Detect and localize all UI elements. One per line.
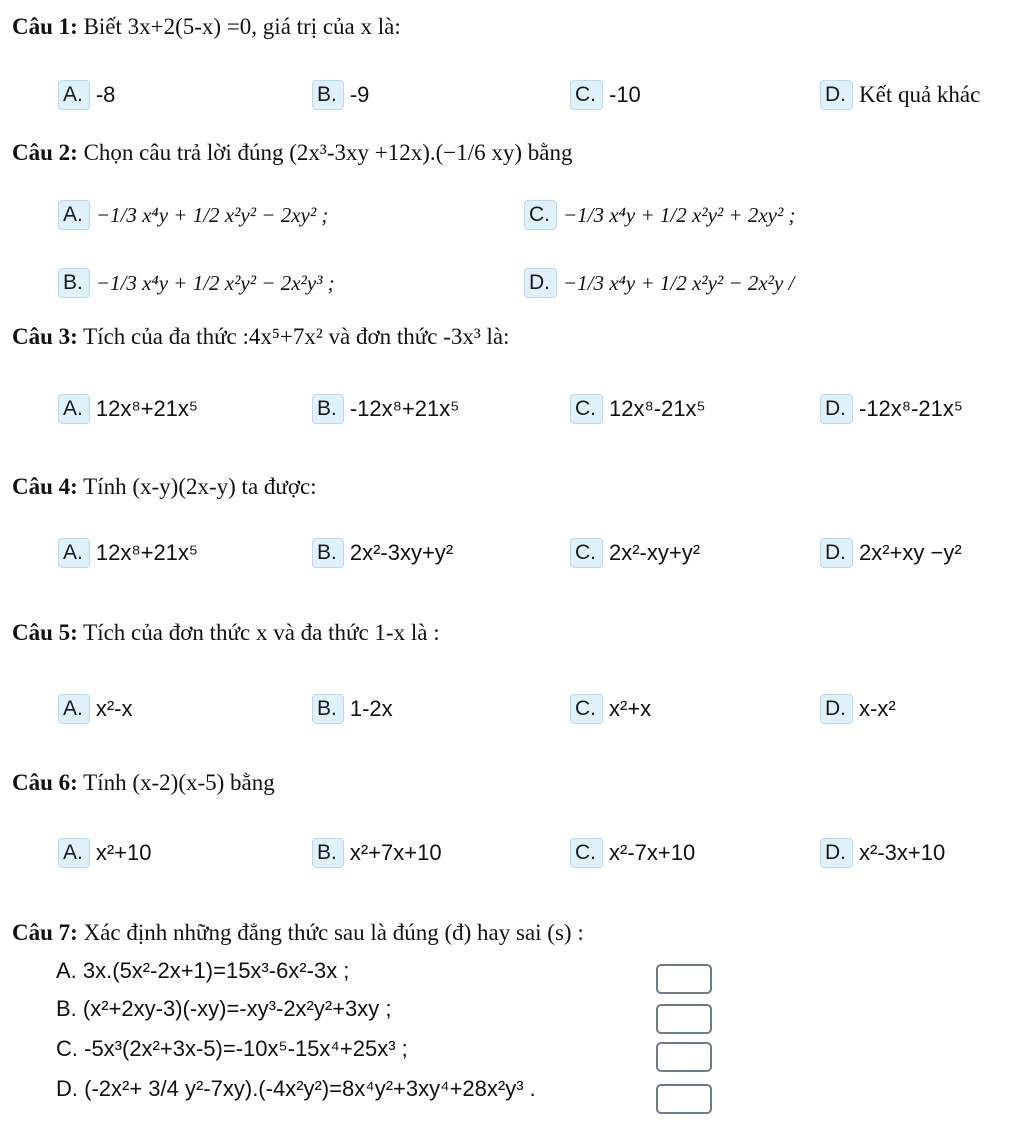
option-6a[interactable]: [58, 838, 152, 868]
option-6d[interactable]: [820, 838, 945, 868]
option-4d[interactable]: [820, 538, 962, 568]
option-value: 2x²-3xy+y²: [349, 540, 454, 565]
question-text: Tích của đơn thức x và đa thức 1-x là :: [83, 620, 440, 645]
option-value: x²-3x+10: [859, 840, 946, 865]
question-text: Biết 3x+2(5-x) =0, giá trị của x là:: [83, 14, 401, 39]
option-value: 1-2x: [349, 696, 393, 721]
question-text: Tính (x-2)(x-5) bằng: [83, 770, 275, 795]
option-value: -10: [609, 82, 641, 107]
option-letter: D.: [820, 80, 853, 110]
answer-box-c[interactable]: [656, 1042, 712, 1072]
option-2a[interactable]: [58, 200, 328, 230]
option-letter: B.: [312, 838, 344, 868]
option-letter: A.: [58, 200, 90, 230]
statement-b: B. (x²+2xy-3)(-xy)=-xy³-2x²y²+3xy ;: [56, 996, 392, 1021]
question-5: [12, 620, 440, 646]
option-letter: D.: [820, 394, 853, 424]
option-letter: D.: [524, 268, 557, 298]
option-letter: A.: [58, 694, 90, 724]
question-text: Xác định những đẳng thức sau là đúng (đ) hay sai (s) :: [83, 920, 584, 945]
option-1c[interactable]: [570, 80, 641, 110]
option-letter: B.: [312, 694, 344, 724]
option-letter: D.: [820, 838, 853, 868]
option-value: −1/3 x⁴y + 1/2 x²y² − 2x²y³ ;: [95, 270, 335, 295]
option-value: -12x⁸+21x⁵: [349, 396, 460, 421]
option-3a[interactable]: [58, 394, 198, 424]
question-label: Câu 3:: [12, 324, 78, 349]
option-letter: D.: [820, 538, 853, 568]
question-label: Câu 4:: [12, 474, 78, 499]
question-label: Câu 7:: [12, 920, 78, 945]
option-2d[interactable]: [524, 268, 794, 298]
option-5d[interactable]: [820, 694, 896, 724]
option-value: 12x⁸-21x⁵: [609, 396, 706, 421]
statement-d: D. (-2x²+ 3/4 y²-7xy).(-4x²y²)=8x⁴y²+3xy⁴+28x²y³ .: [56, 1076, 536, 1101]
option-value: x²-x: [95, 696, 133, 721]
question-7: [12, 920, 584, 946]
question-3: [12, 324, 510, 350]
question-1: [12, 14, 401, 40]
option-4b[interactable]: [312, 538, 453, 568]
option-2b[interactable]: [58, 268, 335, 298]
option-letter: B.: [58, 268, 90, 298]
question-2: [12, 140, 573, 166]
option-letter: D.: [820, 694, 853, 724]
option-value: 2x²-xy+y²: [609, 540, 701, 565]
question-text: Tính (x-y)(2x-y) ta được:: [83, 474, 317, 499]
option-value: x²-7x+10: [609, 840, 696, 865]
option-letter: A.: [58, 394, 90, 424]
option-1b[interactable]: [312, 80, 369, 110]
option-value: −1/3 x⁴y + 1/2 x²y² + 2xy² ;: [563, 202, 796, 227]
option-5c[interactable]: [570, 694, 651, 724]
option-letter: C.: [524, 200, 557, 230]
option-value: x²+x: [609, 696, 652, 721]
option-3d[interactable]: [820, 394, 963, 424]
option-value: -9: [349, 82, 370, 107]
question-4: [12, 474, 317, 500]
option-4c[interactable]: [570, 538, 700, 568]
question-label: Câu 2:: [12, 140, 78, 165]
option-1d[interactable]: [820, 80, 980, 110]
question-label: Câu 1:: [12, 14, 78, 39]
option-letter: B.: [312, 80, 344, 110]
option-value: 12x⁸+21x⁵: [95, 396, 199, 421]
option-letter: C.: [570, 694, 603, 724]
option-3c[interactable]: [570, 394, 706, 424]
option-1a[interactable]: [58, 80, 115, 110]
question-6: [12, 770, 275, 796]
option-letter: A.: [58, 80, 90, 110]
answer-box-b[interactable]: [656, 1004, 712, 1034]
option-value: −1/3 x⁴y + 1/2 x²y² − 2x²y /: [563, 270, 795, 295]
option-6c[interactable]: [570, 838, 695, 868]
option-value: x-x²: [859, 696, 896, 721]
option-letter: C.: [570, 394, 603, 424]
question-label: Câu 5:: [12, 620, 78, 645]
option-value: Kết quả khác: [859, 82, 981, 107]
statement-a: A. 3x.(5x²-2x+1)=15x³-6x²-3x ;: [56, 958, 350, 983]
option-value: -12x⁸-21x⁵: [859, 396, 963, 421]
option-letter: A.: [58, 538, 90, 568]
option-value: -8: [95, 82, 116, 107]
option-letter: B.: [312, 394, 344, 424]
option-value: x²+7x+10: [349, 840, 442, 865]
option-value: −1/3 x⁴y + 1/2 x²y² − 2xy² ;: [95, 202, 329, 227]
option-value: x²+10: [95, 840, 152, 865]
option-value: 12x⁸+21x⁵: [95, 540, 199, 565]
answer-box-d[interactable]: [656, 1084, 712, 1114]
option-5a[interactable]: [58, 694, 133, 724]
option-2c[interactable]: [524, 200, 796, 230]
option-5b[interactable]: [312, 694, 393, 724]
option-letter: B.: [312, 538, 344, 568]
option-letter: C.: [570, 838, 603, 868]
option-3b[interactable]: [312, 394, 459, 424]
option-4a[interactable]: [58, 538, 198, 568]
option-letter: C.: [570, 80, 603, 110]
option-letter: A.: [58, 838, 90, 868]
option-letter: C.: [570, 538, 603, 568]
question-text: Chọn câu trả lời đúng (2x³-3xy +12x).(−1/6 xy) bằng: [83, 140, 573, 165]
answer-box-a[interactable]: [656, 964, 712, 994]
question-label: Câu 6:: [12, 770, 78, 795]
option-6b[interactable]: [312, 838, 442, 868]
statement-c: C. -5x³(2x²+3x-5)=-10x⁵-15x⁴+25x³ ;: [56, 1036, 408, 1061]
option-value: 2x²+xy −y²: [859, 540, 962, 565]
question-text: Tích của đa thức :4x⁵+7x² và đơn thức -3x³ là:: [83, 324, 510, 349]
